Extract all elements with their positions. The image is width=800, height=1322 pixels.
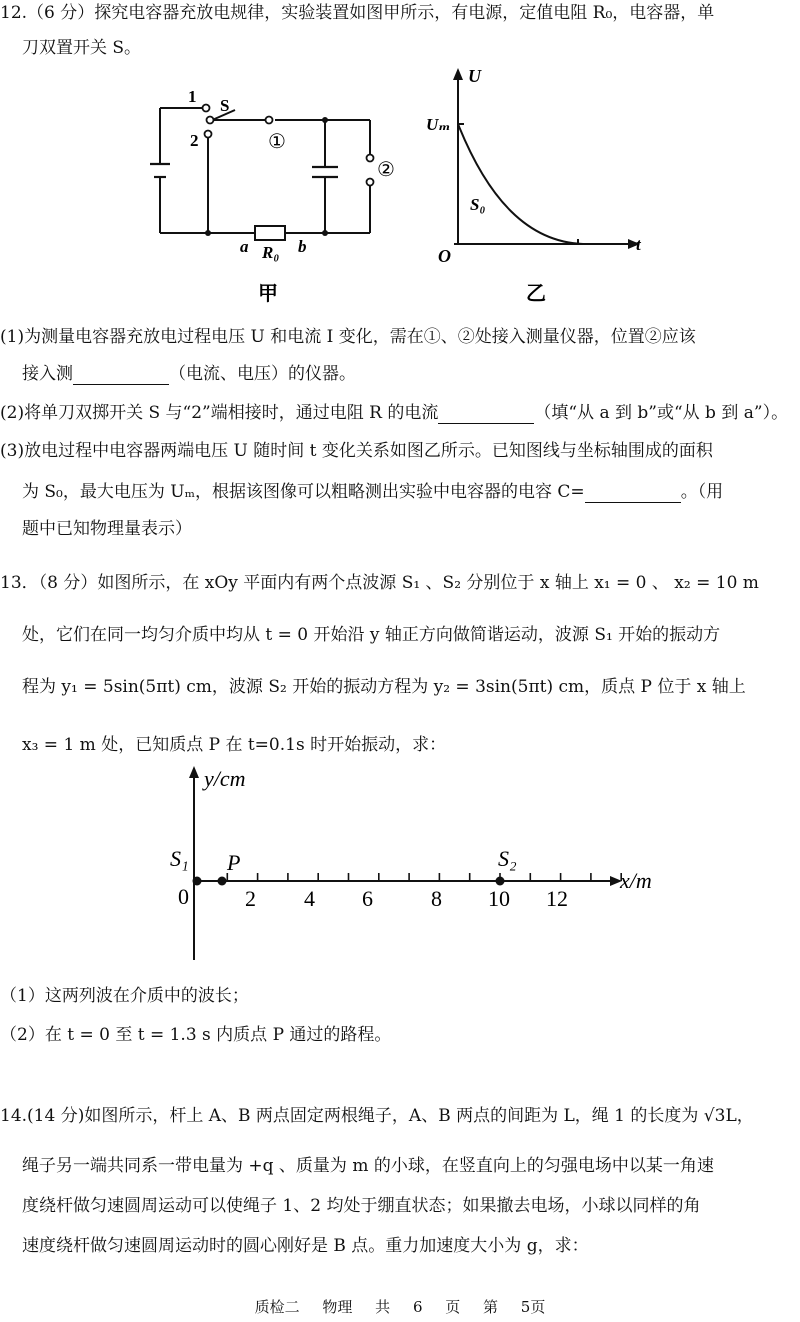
switch-terminal-1-label: 1 xyxy=(188,87,197,106)
answer-blank-3[interactable] xyxy=(585,484,681,503)
q14-stem-line-1: 14.(14 分)如图所示，杆上 A、B 两点固定两根绳子，A、B 两点的间距为 L，绳 1 的长度为 √3L， xyxy=(0,1106,754,1126)
u-axis-label: U xyxy=(468,66,481,86)
q13-stem-line-4: x₃ = 1 m 处，已知质点 P 在 t=0.1s 时开始振动，求： xyxy=(22,735,447,755)
node-a-label: a xyxy=(240,237,249,256)
y-axis-label: y/cm xyxy=(204,766,246,791)
switch-terminal-2-label: 2 xyxy=(190,131,199,150)
p-label: P xyxy=(227,850,241,875)
q12-part-1-prefix: 接入测 xyxy=(22,364,73,384)
tick-label-4: 4 xyxy=(304,886,315,911)
x-axis-label: x/m xyxy=(620,868,652,893)
q12-part-1-line-2 xyxy=(22,363,800,385)
figure-yi-caption: 乙 xyxy=(526,283,546,305)
figure-jia-caption: 甲 xyxy=(258,283,278,305)
q12-part-2-prefix: (2)将单刀双掷开关 S 与“2”端相接时，通过电阻 R 的电流 xyxy=(0,403,439,423)
q14-stem-line-4: 速度绕杆做匀速圆周运动时的圆心刚好是 B 点。重力加速度大小为 g，求： xyxy=(22,1236,589,1256)
s2-label: S₂ xyxy=(498,846,517,871)
answer-blank-2[interactable] xyxy=(438,405,534,424)
q14-stem-line-2: 绳子另一端共同系一带电量为 +q 、质量为 m 的小球，在竖直向上的匀强电场中以某一角速 xyxy=(22,1156,714,1176)
q14-stem-line-3: 度绕杆做匀速圆周运动可以使绳子 1、2 均处于绷直状态；如果撤去电场，小球以同样的角 xyxy=(22,1196,701,1216)
q12-part-3-prefix: 为 S₀，最大电压为 Uₘ，根据该图像可以粗略测出实验中电容器的电容 C= xyxy=(22,482,585,502)
node-b-label: b xyxy=(298,237,307,256)
meter-position-1-label: ① xyxy=(268,131,286,153)
q13-ask-2: （2）在 t = 0 至 t = 1.3 s 内质点 P 通过的路程。 xyxy=(0,1025,392,1045)
circuit-diagram xyxy=(140,78,410,313)
page-footer: 质检二 物理 共 6 页 第 5页 xyxy=(254,1298,546,1316)
wave-axis-diagram xyxy=(160,760,670,965)
answer-blank-1[interactable] xyxy=(73,366,169,385)
q13-stem-line-3: 程为 y₁ = 5sin(5πt) cm，波源 S₂ 开始的振动方程为 y₂ = 3sin(5πt) cm，质点 P 位于 x 轴上 xyxy=(22,677,746,697)
um-label: Uₘ xyxy=(426,115,451,134)
q13-stem-line-1: 13．（8 分）如图所示，在 xOy 平面内有两个点波源 S₁ 、S₂ 分别位于 x 轴上 x₁ = 0 、 x₂ = 10 m xyxy=(0,573,759,593)
origin-label: O xyxy=(438,246,451,266)
q12-part-1-line-1: (1)为测量电容器充放电过程电压 U 和电流 I 变化，需在①、②处接入测量仪器，位置②应该 xyxy=(0,327,696,347)
q13-stem-line-2: 处，它们在同一均匀介质中均从 t = 0 开始沿 y 轴正方向做简谐运动，波源 S₁ 开始的振动方 xyxy=(22,625,721,645)
q12-part-3-line-3: 题中已知物理量表示） xyxy=(22,519,192,539)
q12-part-3-line-2 xyxy=(22,481,800,503)
q12-stem-line-1: 12.（6 分）探究电容器充放电规律，实验装置如图甲所示，有电源，定值电阻 R₀，电容器，单 xyxy=(0,3,715,23)
resistor-label: R₀ xyxy=(262,243,280,262)
tick-label-10: 10 xyxy=(488,886,510,911)
meter-position-2-label: ② xyxy=(377,159,395,181)
origin-label: 0 xyxy=(178,884,189,909)
tick-label-2: 2 xyxy=(245,886,256,911)
switch-s-label: S xyxy=(220,96,230,115)
q12-stem-line-2: 刀双置开关 S。 xyxy=(22,38,142,58)
q12-part-1-suffix: （电流、电压）的仪器。 xyxy=(169,364,356,384)
area-s0-label: S₀ xyxy=(470,195,486,214)
q12-part-2-suffix: （填“从 a 到 b”或“从 b 到 a”）。 xyxy=(534,403,789,423)
q12-part-3-line-1: (3)放电过程中电容器两端电压 U 随时间 t 变化关系如图乙所示。已知图线与坐标轴围成的面积 xyxy=(0,441,713,461)
s1-label: S₁ xyxy=(170,846,189,871)
discharge-curve-graph xyxy=(418,64,648,314)
q12-part-2 xyxy=(0,402,800,424)
q13-ask-1: （1）这两列波在介质中的波长； xyxy=(0,986,249,1006)
tick-label-6: 6 xyxy=(362,886,373,911)
q12-part-3-suffix: 。（用 xyxy=(680,482,724,502)
t-axis-label: t xyxy=(636,235,641,254)
tick-label-12: 12 xyxy=(546,886,568,911)
tick-label-8: 8 xyxy=(431,886,442,911)
